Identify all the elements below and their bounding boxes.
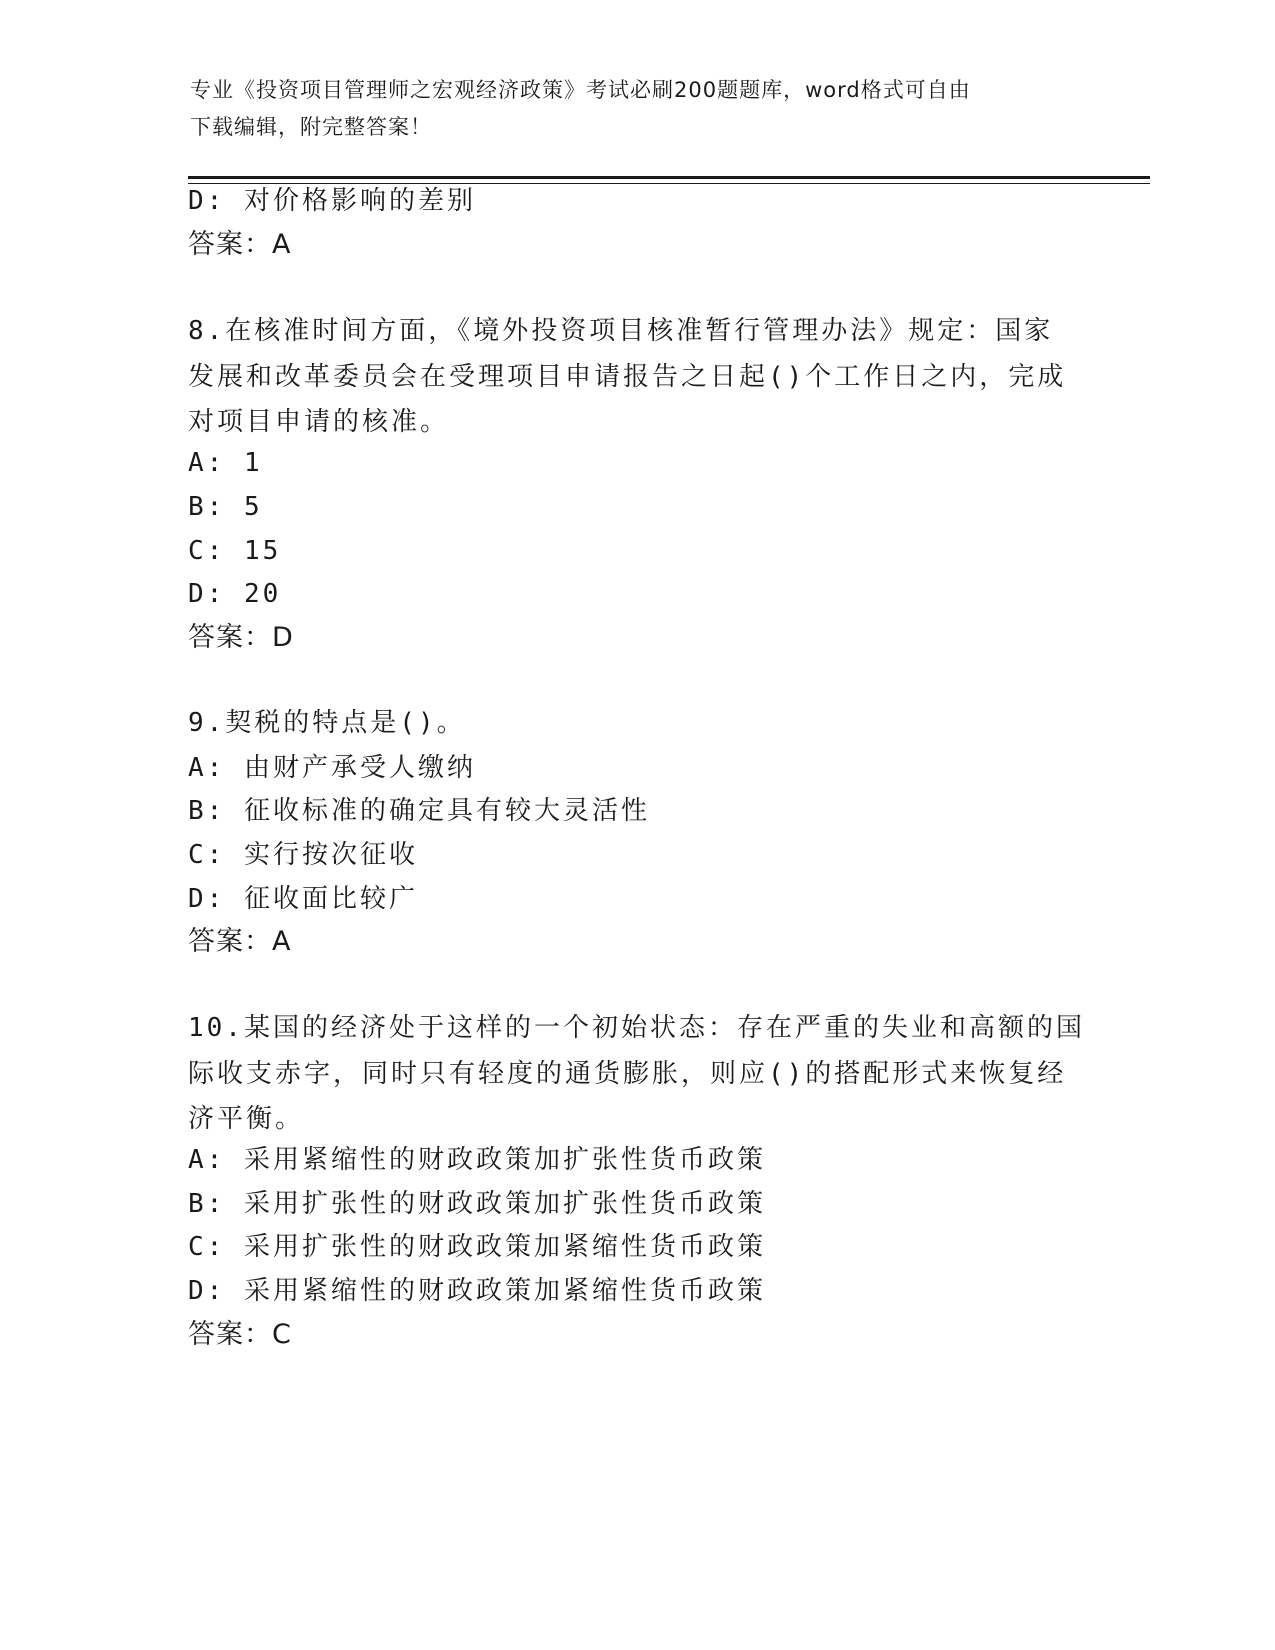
q8-stem (188, 309, 1088, 446)
header-line-1: 专业《投资项目管理师之宏观经济政策》考试必刷200题题库，word格式可自由 (190, 78, 971, 102)
q8-answer: 答案：D (188, 622, 294, 653)
q8-option-b: B: 5 (188, 492, 263, 522)
q10-stem-line-3: 济平衡。 (188, 1104, 305, 1134)
q10-option-b: B: 采用扩张性的财政政策加扩张性货币政策 (188, 1189, 766, 1219)
q9-option-a: A: 由财产承受人缴纳 (188, 753, 476, 783)
header-divider-thick (188, 176, 1150, 179)
q9-answer: 答案：A (188, 926, 292, 957)
q8-stem-line-1: 8.在核准时间方面，《境外投资项目核准暂行管理办法》规定：国家 (188, 316, 1054, 346)
q10-stem-line-2: 际收支赤字，同时只有轻度的通货膨胀，则应()的搭配形式来恢复经 (188, 1058, 1067, 1089)
q10-stem (188, 1006, 1088, 1143)
q9-option-b: B: 征收标准的确定具有较大灵活性 (188, 796, 650, 826)
q9-option-d: D: 征收面比较广 (188, 884, 418, 914)
q8-option-c: C: 15 (188, 536, 282, 566)
q8-stem-line-2: 发展和改革委员会在受理项目申请报告之日起()个工作日之内，完成 (188, 361, 1067, 392)
q10-option-a: A: 采用紧缩性的财政政策加扩张性货币政策 (188, 1145, 766, 1175)
q8-option-a: A: 1 (188, 448, 263, 478)
prev-option-d: D: 对价格影响的差别 (188, 186, 476, 216)
header-divider-thin (188, 183, 1150, 184)
q9-stem: 9.契税的特点是()。 (188, 708, 466, 738)
q10-option-d: D: 采用紧缩性的财政政策加紧缩性货币政策 (188, 1276, 766, 1306)
q8-stem-line-3: 对项目申请的核准。 (188, 407, 450, 437)
q10-option-c: C: 采用扩张性的财政政策加紧缩性货币政策 (188, 1232, 766, 1262)
q8-option-d: D: 20 (188, 579, 282, 609)
q9-option-c: C: 实行按次征收 (188, 840, 418, 870)
q10-answer: 答案：C (188, 1319, 292, 1350)
document-header (190, 72, 1090, 146)
q10-stem-line-1: 10.某国的经济处于这样的一个初始状态：存在严重的失业和高额的国 (188, 1013, 1085, 1043)
header-line-2: 下载编辑，附完整答案！ (190, 115, 432, 139)
prev-answer: 答案：A (188, 229, 292, 260)
